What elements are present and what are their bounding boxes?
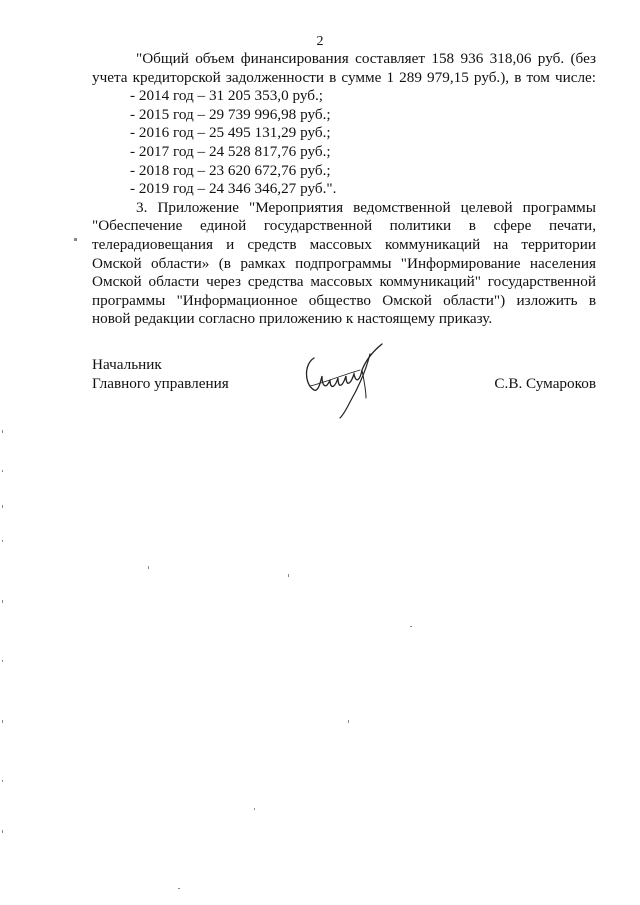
year-item-2017: - 2017 год – 24 528 817,76 руб.; <box>130 142 331 160</box>
year-item-2014: - 2014 год – 31 205 353,0 руб.; <box>130 87 324 105</box>
signatory-title-line-2: Главного управления <box>92 374 229 392</box>
paragraph-3-line-3: телерадиовещания и средств массовых коммуникаций на территории <box>92 235 596 253</box>
paragraph-3-line-1: 3. Приложение "Мероприятия ведомственной целевой программы <box>136 198 596 216</box>
page-number: 2 <box>316 34 324 49</box>
year-item-2019: - 2019 год – 24 346 346,27 руб.". <box>130 180 337 198</box>
paragraph-financing-line-2: учета кредиторской задолженности в сумме 1 289 979,15 руб.), в том числе: <box>92 68 596 86</box>
paragraph-financing-line-1: "Общий объем финансирования составляет 158 936 318,06 руб. (без <box>136 50 596 67</box>
paragraph-3-line-6: программы "Информационное общество Омской области") изложить в <box>92 291 596 309</box>
year-item-2018: - 2018 год – 23 620 672,76 руб.; <box>130 161 331 179</box>
year-item-2015: - 2015 год – 29 739 996,98 руб.; <box>130 105 331 123</box>
paragraph-3-line-7: новой редакции согласно приложению к настоящему приказу. <box>92 310 493 328</box>
signatory-name: С.В. Сумароков <box>494 374 596 392</box>
paragraph-3-line-4: Омской области» (в рамках подпрограммы "Информирование населения <box>92 254 596 272</box>
paragraph-3-line-5: Омской области через средства массовых коммуникаций" государственной <box>92 273 596 291</box>
signatory-title-line-1: Начальник <box>92 356 162 373</box>
paragraph-3-line-2: "Обеспечение единой государственной политики в сфере печати, <box>92 217 596 235</box>
year-item-2016: - 2016 год – 25 495 131,29 руб.; <box>130 124 331 142</box>
